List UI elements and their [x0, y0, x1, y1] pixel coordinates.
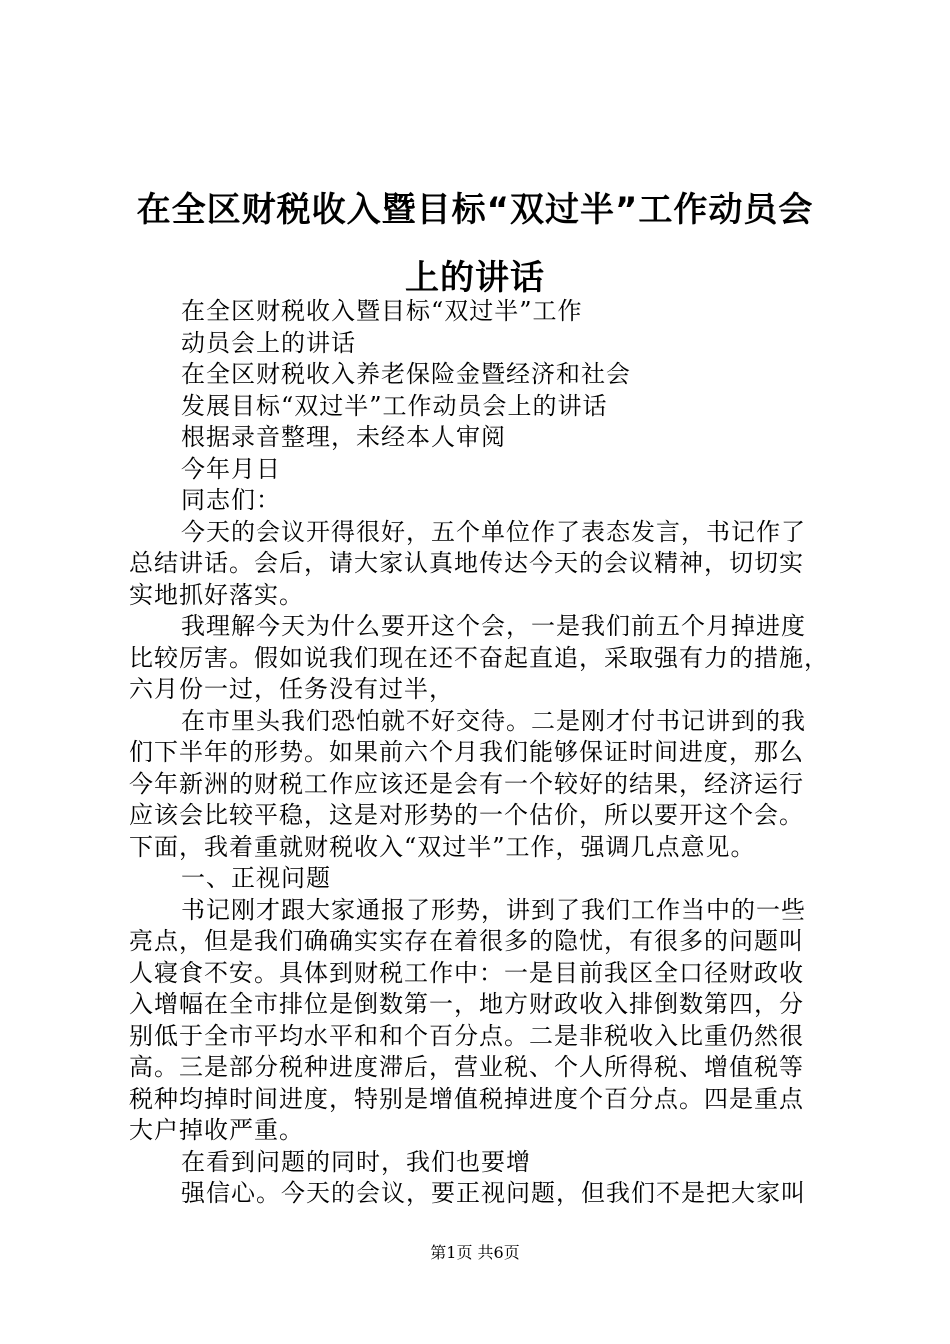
document-body — [129, 296, 829, 1210]
body-text-line: 应该会比较平稳，这是对形势的一个估价，所以要开这个会。 — [129, 801, 804, 829]
body-text-line: 今年月日 — [181, 454, 281, 483]
body-text-line: 别低于全市平均水平和和个百分点。二是非税收入比重仍然很 — [129, 1021, 804, 1050]
body-text-line: 根据录音整理，未经本人审阅 — [181, 423, 506, 451]
body-text-line: 们下半年的形势。如果前六个月我们能够保证时间进度，那么 — [129, 738, 804, 766]
body-text-line: 一、正视问题 — [181, 864, 331, 892]
title-line-1: 在全区财税收入暨目标“双过半”工作动员会 — [136, 190, 814, 230]
body-text-line: 大户掉收严重。 — [129, 1116, 304, 1144]
body-text-line: 书记刚才跟大家通报了形势，讲到了我们工作当中的一些 — [181, 895, 806, 924]
page-footer: 第1页 共6页 — [430, 1243, 520, 1262]
body-text-line: 入增幅在全市排位是倒数第一，地方财政收入排倒数第四，分 — [129, 990, 804, 1018]
body-text-line: 发展目标“双过半”工作动员会上的讲话 — [181, 391, 608, 420]
body-text-line: 动员会上的讲话 — [181, 328, 356, 357]
body-text-line: 强信心。今天的会议，要正视问题，但我们不是把大家叫 — [181, 1179, 806, 1207]
body-text-line: 高。三是部分税种进度滞后，营业税、个人所得税、增值税等 — [129, 1053, 804, 1081]
body-text-line: 今年新洲的财税工作应该还是会有一个较好的结果，经济运行 — [129, 769, 804, 798]
body-text-line: 在市里头我们恐怕就不好交待。二是刚才付书记讲到的我 — [181, 706, 806, 735]
body-text-line: 在看到问题的同时，我们也要增 — [181, 1147, 531, 1176]
body-text-line: 税种均掉时间进度，特别是增值税掉进度个百分点。四是重点 — [129, 1084, 804, 1113]
body-text-line: 实地抓好落实。 — [129, 580, 304, 609]
body-text-line: 今天的会议开得很好，五个单位作了表态发言，书记作了 — [181, 517, 806, 546]
body-text-line: 亮点，但是我们确确实实存在着很多的隐忧，有很多的问题叫 — [129, 927, 804, 955]
body-text-line: 人寝食不安。具体到财税工作中：一是目前我区全口径财政收 — [129, 958, 804, 987]
body-text-line: 在全区财税收入养老保险金暨经济和社会 — [181, 360, 631, 388]
body-text-line: 比较厉害。假如说我们现在还不奋起直追，采取强有力的措施， — [129, 643, 829, 672]
document-title — [110, 176, 840, 312]
body-text-line: 总结讲话。会后，请大家认真地传达今天的会议精神，切切实 — [129, 549, 804, 577]
body-text-line: 下面，我着重就财税收入“双过半”工作，强调几点意见。 — [129, 832, 756, 861]
body-text-line: 同志们： — [181, 486, 281, 514]
body-text-line: 六月份一过，任务没有过半， — [129, 675, 454, 703]
title-line-2: 上的讲话 — [405, 258, 545, 298]
body-text-line: 我理解今天为什么要开这个会，一是我们前五个月掉进度 — [181, 612, 806, 640]
body-text-line: 在全区财税收入暨目标“双过半”工作 — [181, 297, 583, 325]
